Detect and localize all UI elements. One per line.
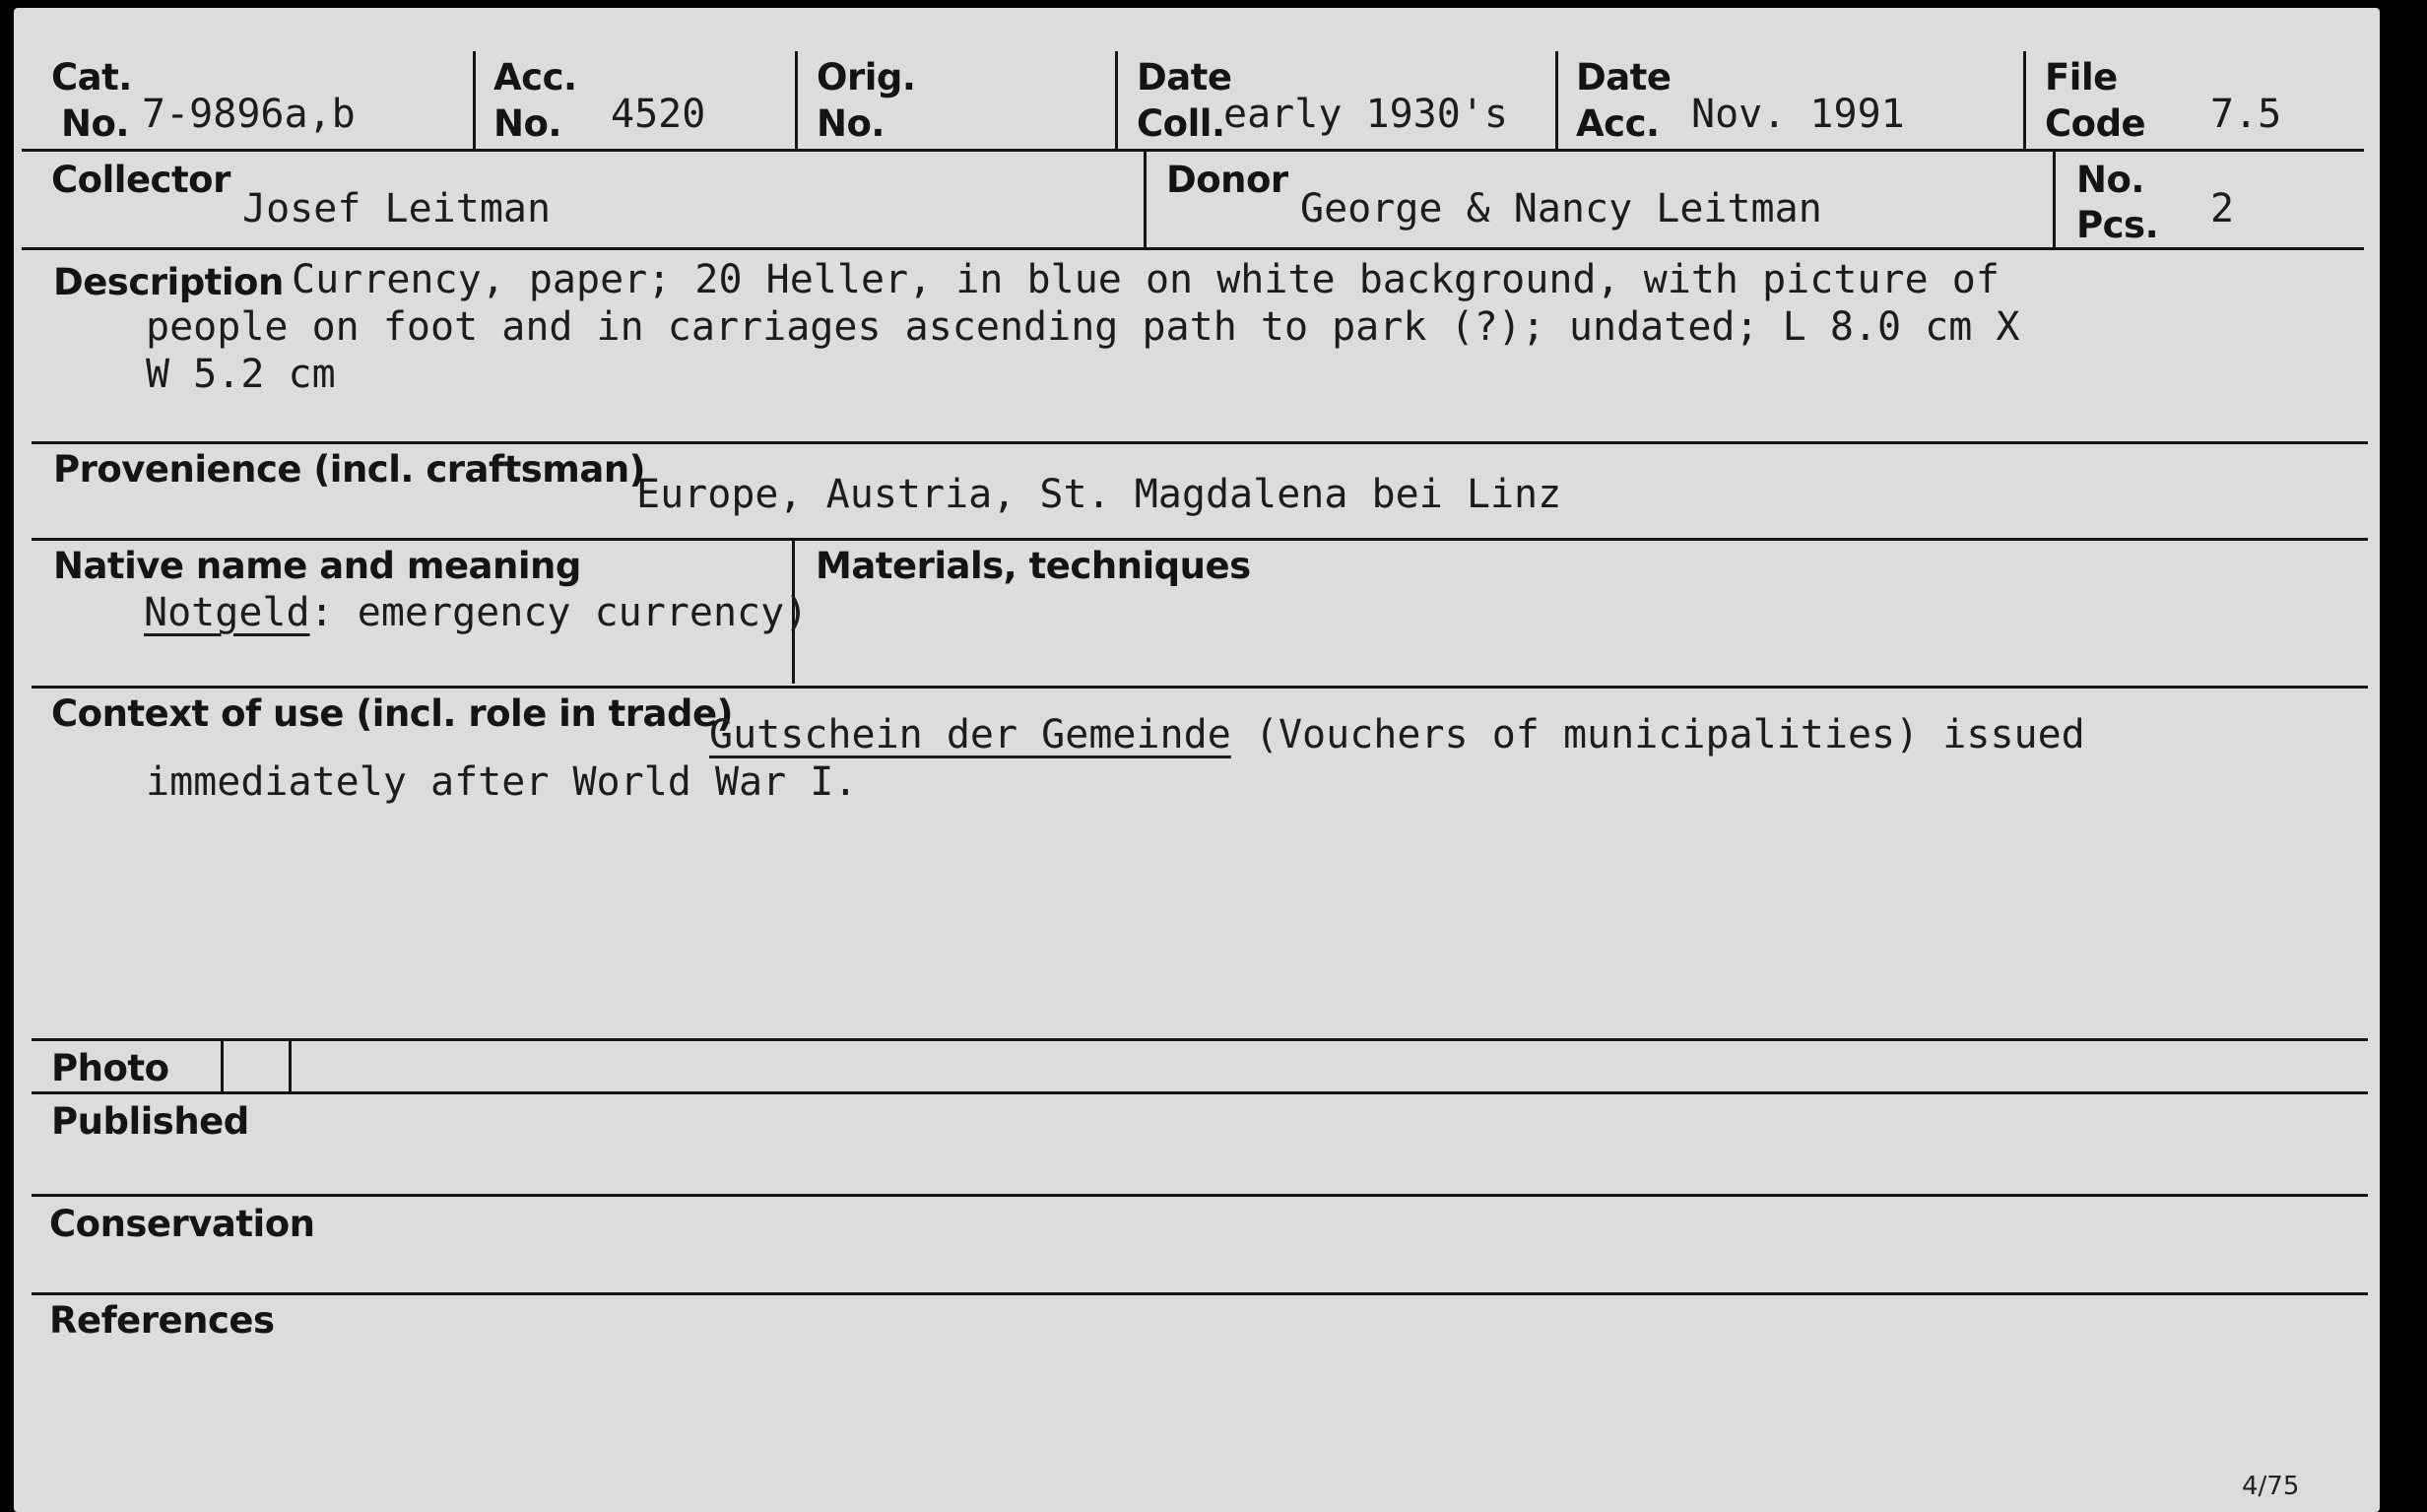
description-line-2: people on foot and in carriages ascending path to park (?); undated; L 8.0 cm X — [146, 304, 2020, 350]
references-label: References — [49, 1299, 275, 1342]
date-coll-value: early 1930's — [1223, 92, 1508, 137]
divider — [32, 1292, 2368, 1295]
date-acc-label-2: Acc. — [1576, 102, 1660, 145]
photo-checkbox — [221, 1041, 292, 1092]
collector-label: Collector — [51, 159, 230, 201]
file-code-value: 7.5 — [2210, 92, 2282, 137]
date-coll-label-2: Coll. — [1137, 102, 1225, 145]
date-coll-label: Date — [1137, 56, 1232, 99]
divider — [32, 1091, 2368, 1094]
divider — [473, 51, 476, 150]
divider — [2053, 152, 2056, 248]
date-acc-value: Nov. 1991 — [1691, 92, 1905, 137]
context-line-2: immediately after World War I. — [146, 759, 858, 805]
native-name-value — [144, 589, 808, 636]
divider — [32, 686, 2368, 689]
divider — [1115, 51, 1118, 150]
acc-no-label: Acc. — [493, 56, 577, 99]
divider — [22, 247, 2364, 250]
provenience-value: Europe, Austria, St. Magdalena bei Linz — [636, 472, 1562, 517]
photo-label: Photo — [51, 1047, 169, 1089]
description-label: Description — [53, 261, 284, 303]
native-name-label: Native name and meaning — [53, 545, 581, 587]
divider — [32, 441, 2368, 444]
provenience-label: Provenience (incl. craftsman) — [53, 448, 646, 491]
divider — [22, 149, 2364, 152]
materials-label: Materials, techniques — [816, 545, 1251, 587]
file-code-label: File — [2045, 56, 2118, 99]
file-code-label-2: Code — [2045, 102, 2146, 145]
published-label: Published — [51, 1100, 249, 1143]
divider — [795, 51, 798, 150]
description-line-1: Currency, paper; 20 Heller, in blue on white background, with picture of — [292, 257, 2000, 302]
catalog-card — [14, 8, 2380, 1512]
donor-value: George & Nancy Leitman — [1300, 186, 1822, 231]
date-acc-label: Date — [1576, 56, 1672, 99]
no-pcs-value: 2 — [2210, 186, 2235, 231]
cat-no-label: Cat. — [51, 56, 132, 99]
orig-no-label-2: No. — [817, 102, 885, 145]
divider — [1555, 51, 1558, 150]
context-label: Context of use (incl. role in trade) — [51, 692, 733, 735]
divider — [1144, 152, 1147, 248]
no-pcs-label-2: Pcs. — [2076, 204, 2159, 246]
divider — [2023, 51, 2026, 150]
acc-no-label-2: No. — [493, 102, 561, 145]
description-line-3: W 5.2 cm — [146, 352, 336, 397]
native-meaning: : emergency currency) — [309, 590, 809, 635]
cat-no-label-2: No. — [61, 102, 129, 145]
no-pcs-label: No. — [2076, 159, 2144, 201]
donor-label: Donor — [1166, 159, 1288, 201]
cat-no-value: 7-9896a,b — [142, 92, 356, 137]
form-number: 4/75 — [2242, 1472, 2300, 1501]
divider — [32, 1194, 2368, 1197]
acc-no-value: 4520 — [611, 92, 706, 137]
context-rest: (Vouchers of municipalities) issued — [1230, 712, 2085, 757]
divider — [32, 1038, 2368, 1041]
context-line-1 — [709, 711, 2085, 758]
divider — [32, 538, 2368, 541]
collector-value: Josef Leitman — [242, 186, 552, 231]
native-term: Notgeld — [144, 590, 310, 635]
conservation-label: Conservation — [49, 1203, 315, 1245]
orig-no-label: Orig. — [817, 56, 916, 99]
context-term: Gutschein der Gemeinde — [709, 712, 1231, 757]
